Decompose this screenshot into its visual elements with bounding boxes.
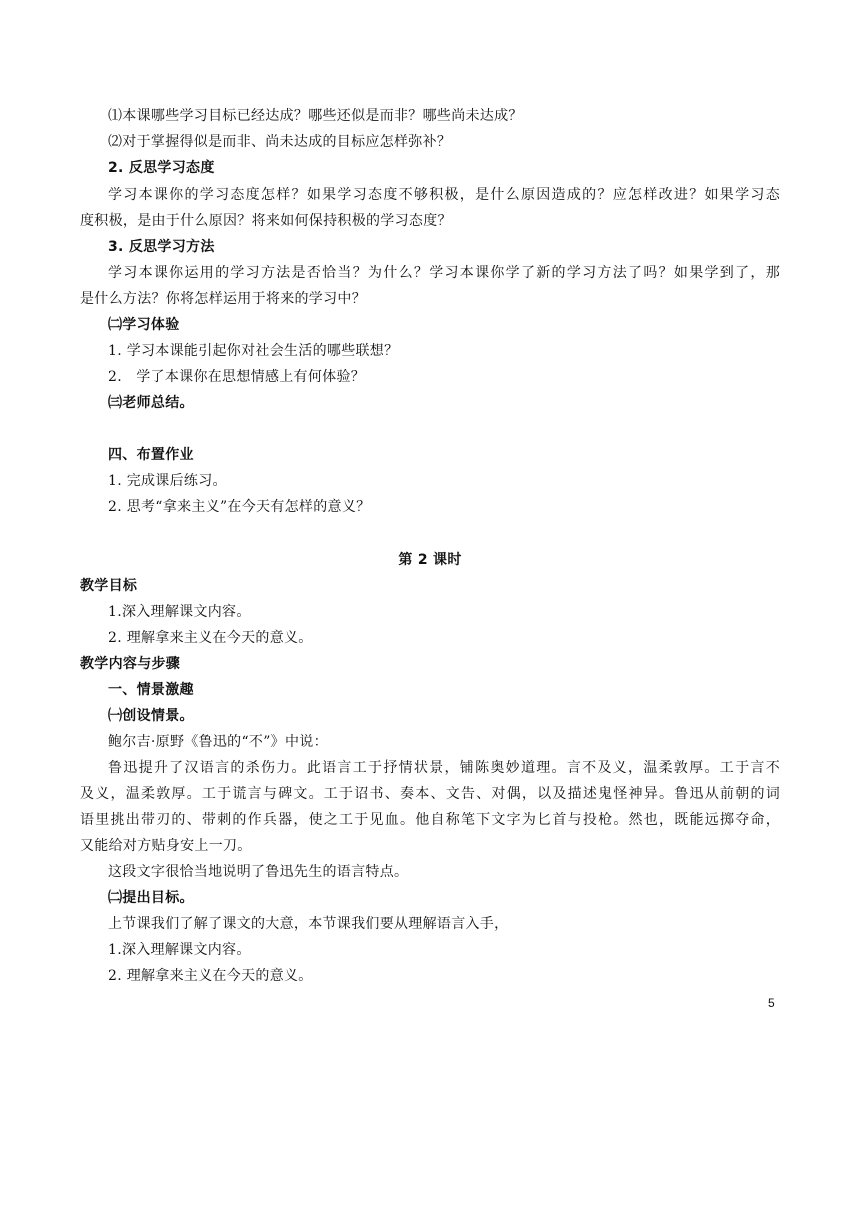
goal-intro: 上节课我们了解了课文的大意，本节课我们要从理解语言入手， — [108, 916, 509, 932]
teaching-goal-2: 2. 理解拿来主义在今天的意义。 — [108, 630, 313, 646]
experience-item-2: 2. 学了本课你在思想情感上有何体验？ — [108, 369, 366, 385]
quote-line-3: 语里挑出带刃的、带刺的作兵器，使之工于见血。他自称笔下文字为匕首与投枪。然也，既能远掷夺命， — [80, 812, 780, 828]
attitude-heading: 2. 反思学习态度 — [108, 160, 215, 176]
teacher-summary-heading: ㈢老师总结。 — [108, 395, 194, 411]
homework-item-1: 1. 完成课后练习。 — [108, 473, 227, 489]
quote-line-2: 及义，温柔敦厚。工于谎言与碑文。工于诏书、奏本、文告、对偶，以及描述鬼怪神异。鲁迅从前朝的词 — [80, 786, 780, 802]
page-number: 5 — [768, 996, 775, 1010]
homework-heading: 四、布置作业 — [108, 447, 194, 463]
section-1-heading: 一、情景激趣 — [108, 682, 194, 698]
target-1: 1.深入理解课文内容。 — [108, 942, 251, 958]
goal-setting-heading: ㈡提出目标。 — [108, 890, 194, 906]
reflection-question-2: ⑵对于掌握得似是而非、尚未达成的目标应怎样弥补？ — [108, 134, 452, 150]
target-2: 2. 理解拿来主义在今天的意义。 — [108, 968, 313, 984]
quote-line-4: 又能给对方贴身安上一刀。 — [80, 838, 252, 854]
attitude-paragraph-line-1: 学习本课你的学习态度怎样？如果学习态度不够积极，是什么原因造成的？应怎样改进？如果学习态 — [108, 187, 780, 203]
teaching-goals-heading: 教学目标 — [80, 578, 138, 594]
method-paragraph-line-2: 是什么方法？你将怎样运用于将来的学习中？ — [80, 291, 366, 307]
quote-comment: 这段文字很恰当地说明了鲁迅先生的语言特点。 — [108, 864, 409, 880]
method-paragraph-line-1: 学习本课你运用的学习方法是否恰当？为什么？学习本课你学了新的学习方法了吗？如果学到了，那 — [108, 265, 780, 281]
homework-item-2: 2. 思考“拿来主义”在今天有怎样的意义？ — [108, 499, 371, 515]
method-heading: 3. 反思学习方法 — [108, 239, 215, 255]
experience-heading: ㈡学习体验 — [108, 317, 180, 333]
quote-line-1: 鲁迅提升了汉语言的杀伤力。此语言工于抒情状景，铺陈奥妙道理。言不及义，温柔敦厚。工于言不 — [108, 760, 780, 776]
scene-heading: ㈠创设情景。 — [108, 708, 194, 724]
teaching-steps-heading: 教学内容与步骤 — [80, 656, 181, 672]
attitude-paragraph-line-2: 度积极，是由于什么原因？将来如何保持积极的学习态度？ — [80, 213, 452, 229]
reflection-question-1: ⑴本课哪些学习目标已经达成？哪些还似是而非？哪些尚未达成？ — [108, 108, 523, 124]
teaching-goal-1: 1.深入理解课文内容。 — [108, 604, 251, 620]
experience-item-1: 1. 学习本课能引起你对社会生活的哪些联想？ — [108, 343, 399, 359]
quote-intro: 鲍尔吉·原野《鲁迅的“不”》中说： — [108, 734, 328, 750]
lesson-title: 第 2 课时 — [398, 552, 462, 568]
